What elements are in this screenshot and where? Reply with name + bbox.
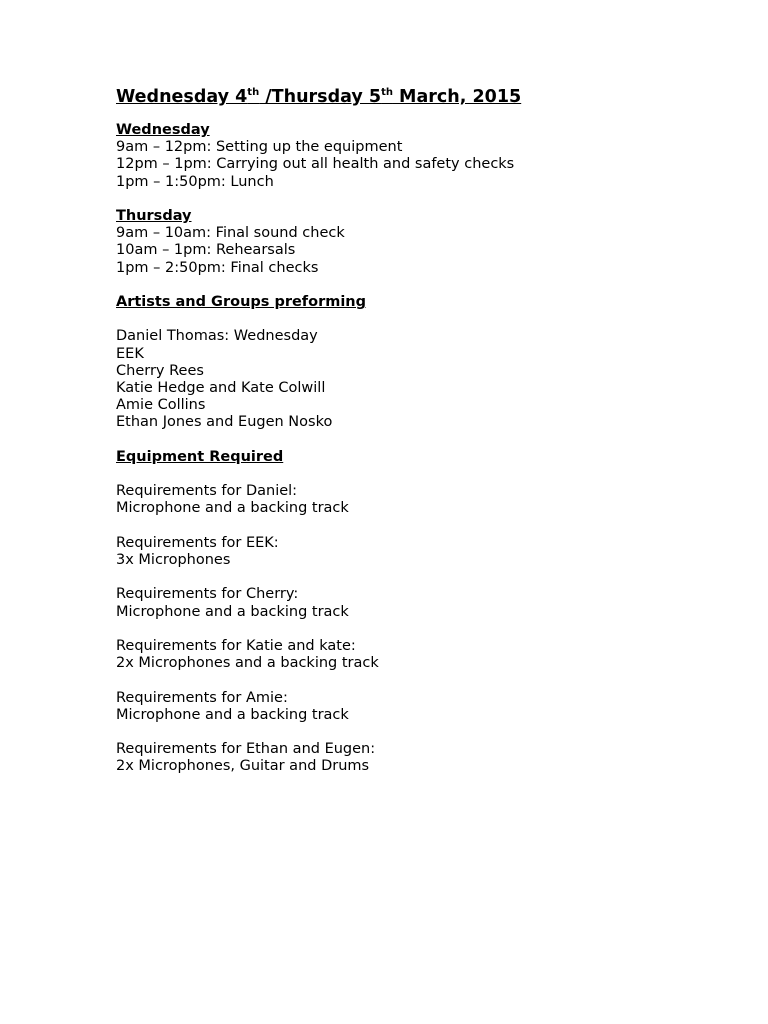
title-superscript-1: th	[247, 87, 260, 98]
requirement-items: Microphone and a backing track	[116, 603, 349, 620]
schedule-line: 12pm – 1pm: Carrying out all health and safety checks	[116, 156, 515, 173]
artist-line: Amie Collins	[116, 397, 206, 414]
schedule-line: 9am – 10am: Final sound check	[116, 225, 345, 242]
requirement-items: 3x Microphones	[116, 551, 231, 568]
schedule-line: 10am – 1pm: Rehearsals	[116, 242, 296, 259]
equipment-section	[116, 449, 736, 776]
title-part-2: /Thursday 5	[259, 87, 382, 107]
thursday-heading: Thursday	[116, 208, 192, 224]
artist-line: EEK	[116, 345, 144, 362]
requirement-items: Microphone and a backing track	[116, 500, 349, 517]
thursday-section	[116, 208, 736, 277]
requirement-label: Requirements for Amie:	[116, 689, 288, 706]
title-part-1: Wednesday 4	[116, 87, 248, 107]
document-page	[116, 86, 736, 776]
requirement-label: Requirements for Katie and kate:	[116, 637, 356, 654]
title-part-3: March, 2015	[392, 87, 522, 107]
schedule-line: 9am – 12pm: Setting up the equipment	[116, 139, 403, 156]
artist-line: Daniel Thomas: Wednesday	[116, 328, 318, 345]
document-title	[116, 86, 736, 108]
wednesday-section	[116, 122, 736, 191]
requirement-items: 2x Microphones and a backing track	[116, 655, 379, 672]
artist-line: Katie Hedge and Kate Colwill	[116, 380, 326, 396]
artists-heading: Artists and Groups preforming	[116, 294, 367, 310]
requirement-label: Requirements for Daniel:	[116, 483, 298, 500]
wednesday-heading: Wednesday	[116, 122, 210, 138]
artist-line: Cherry Rees	[116, 362, 204, 379]
schedule-line: 1pm – 1:50pm: Lunch	[116, 173, 274, 190]
requirement-label: Requirements for Ethan and Eugen:	[116, 741, 376, 758]
requirement-items: Microphone and a backing track	[116, 706, 349, 723]
requirement-label: Requirements for EEK:	[116, 534, 279, 551]
requirement-items: 2x Microphones, Guitar and Drums	[116, 758, 370, 775]
requirement-label: Requirements for Cherry:	[116, 586, 299, 603]
title-superscript-2: th	[381, 87, 393, 98]
artists-section	[116, 294, 736, 432]
artist-line: Ethan Jones and Eugen Nosko	[116, 414, 333, 431]
equipment-heading: Equipment Required	[116, 448, 284, 465]
schedule-line: 1pm – 2:50pm: Final checks	[116, 259, 319, 276]
